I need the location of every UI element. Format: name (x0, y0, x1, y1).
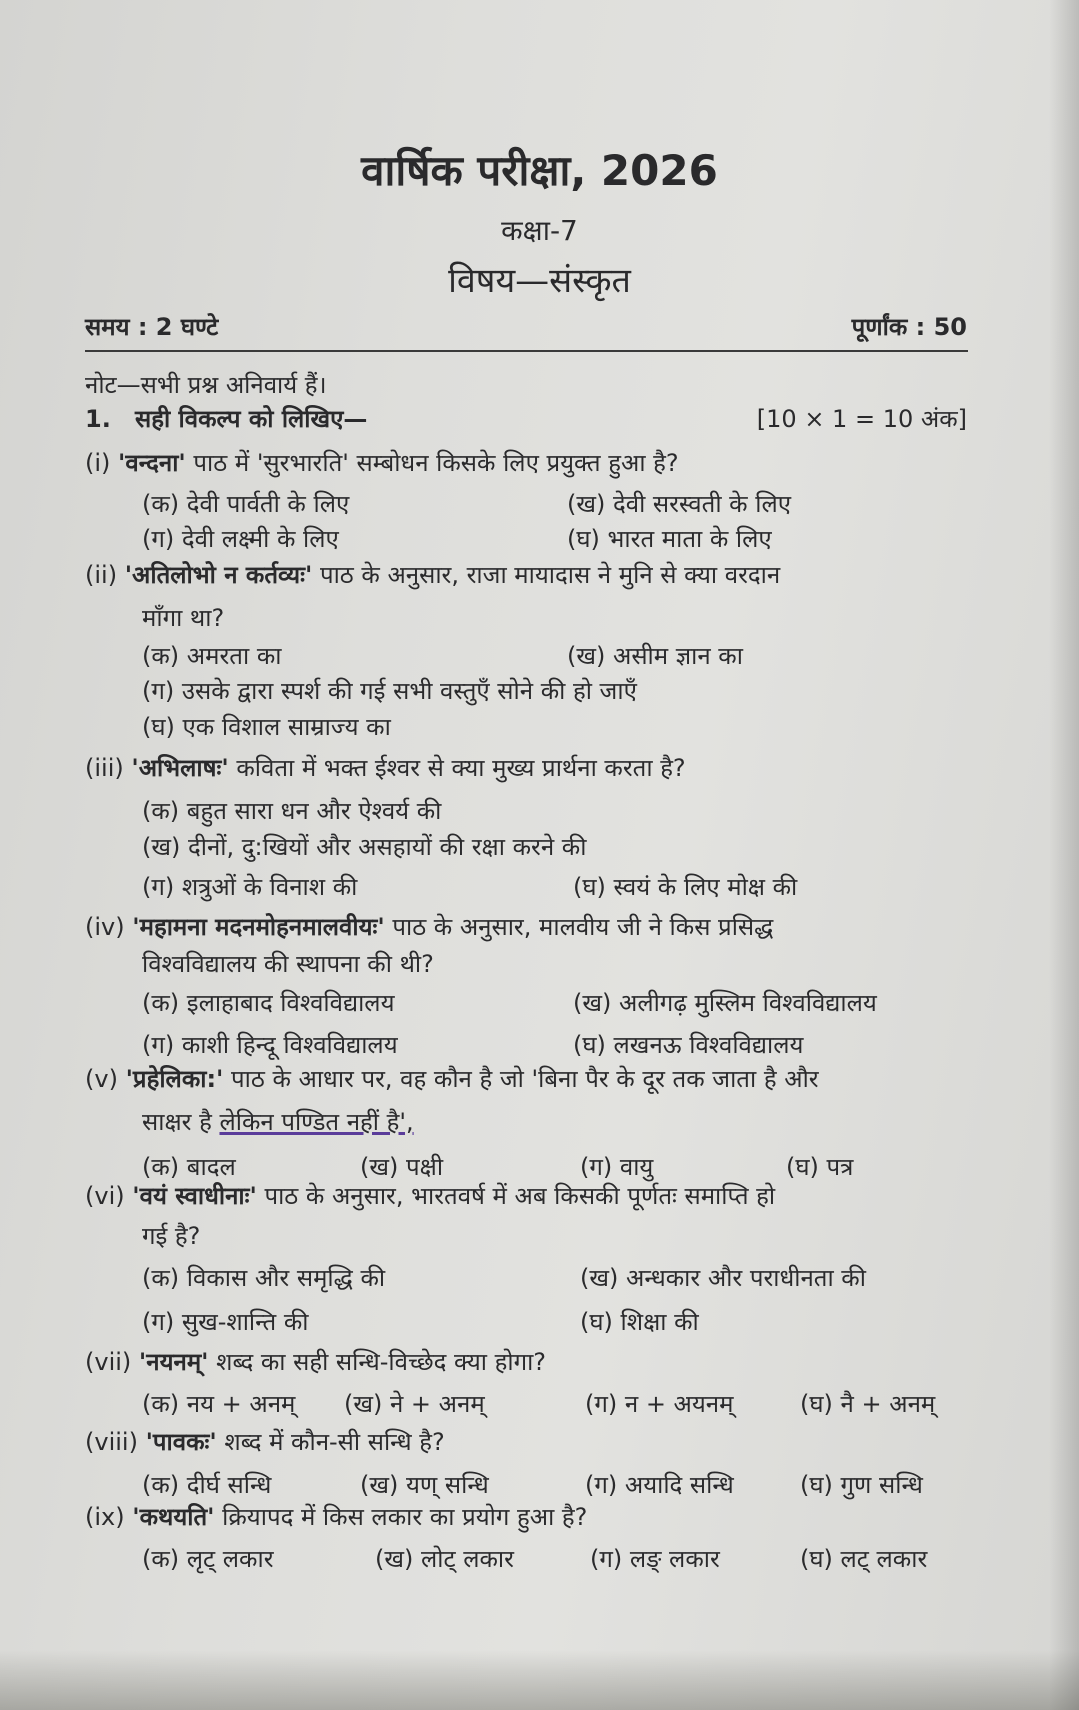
question-9: (ix) 'कथयति' क्रियापद में किस लकार का प्रयोग हुआ है? (85, 1503, 588, 1531)
option: (घ) भारत माता के लिए (567, 525, 772, 553)
paper-edge-shadow (1049, 0, 1079, 1710)
option: (ख) पक्षी (360, 1153, 444, 1181)
option: (घ) गुण सन्धि (800, 1471, 923, 1499)
option: (क) दीर्घ सन्धि (142, 1471, 272, 1499)
option: (घ) स्वयं के लिए मोक्ष की (573, 873, 798, 901)
paper-bottom-shadow (0, 1650, 1079, 1710)
question-8: (viii) 'पावकः' शब्द में कौन-सी सन्धि है? (85, 1428, 445, 1456)
option: (क) विकास और समृद्धि की (142, 1264, 386, 1292)
subject-label: विषय—संस्कृत (448, 261, 631, 301)
section-number: 1. (85, 405, 111, 433)
header-divider (85, 350, 968, 352)
option: (घ) पत्र (786, 1153, 854, 1181)
pen-underline: लेकिन पण्डित नहीं है', (219, 1108, 414, 1136)
option: (घ) एक विशाल साम्राज्य का (142, 713, 391, 741)
question-4-cont: विश्वविद्यालय की स्थापना की थी? (142, 950, 434, 978)
note: नोट—सभी प्रश्न अनिवार्य हैं। (85, 371, 327, 399)
time-label: समय : 2 घण्टे (85, 313, 219, 341)
option: (क) देवी पार्वती के लिए (142, 490, 350, 518)
class-label: कक्षा-7 (501, 214, 578, 247)
option: (ख) यण् सन्धि (360, 1471, 489, 1499)
option: (ख) दीनों, दु:खियों और असहायों की रक्षा करने की (142, 833, 587, 861)
question-7: (vii) 'नयनम्' शब्द का सही सन्धि-विच्छेद क्या होगा? (85, 1348, 547, 1376)
option: (ग) शत्रुओं के विनाश की (142, 873, 358, 901)
option: (ख) देवी सरस्वती के लिए (567, 490, 791, 518)
question-6-cont: गई है? (142, 1222, 201, 1250)
option: (क) बादल (142, 1153, 236, 1181)
question-2-cont: माँगा था? (142, 604, 225, 632)
option: (घ) लखनऊ विश्वविद्यालय (573, 1031, 804, 1059)
option: (ग) काशी हिन्दू विश्वविद्यालय (142, 1031, 398, 1059)
max-marks-label: पूर्णांक : 50 (851, 313, 967, 341)
option: (ख) अलीगढ़ मुस्लिम विश्वविद्यालय (573, 989, 877, 1017)
section-marks: [10 × 1 = 10 अंक] (756, 405, 967, 433)
question-2: (ii) 'अतिलोभो न कर्तव्यः' पाठ के अनुसार, राजा मायादास ने मुनि से क्या वरदान (85, 561, 781, 589)
option: (क) बहुत सारा धन और ऐश्वर्य की (142, 797, 442, 825)
option: (ग) देवी लक्ष्मी के लिए (142, 525, 339, 553)
option: (ग) उसके द्वारा स्पर्श की गई सभी वस्तुएँ सोने की हो जाएँ (142, 677, 637, 705)
option: (ग) न + अयनम् (585, 1390, 734, 1418)
question-1: (i) 'वन्दना' पाठ में 'सुरभारति' सम्बोधन किसके लिए प्रयुक्त हुआ है? (85, 449, 679, 477)
option: (ख) लोट् लकार (375, 1545, 514, 1573)
question-4: (iv) 'महामना मदनमोहनमालवीयः' पाठ के अनुसार, मालवीय जी ने किस प्रसिद्ध (85, 913, 774, 941)
option: (घ) नै + अनम् (800, 1390, 936, 1418)
option: (क) नय + अनम् (142, 1390, 296, 1418)
question-3: (iii) 'अभिलाषः' कविता में भक्त ईश्वर से क्या मुख्य प्रार्थना करता है? (85, 754, 686, 782)
option: (क) इलाहाबाद विश्वविद्यालय (142, 989, 395, 1017)
question-6: (vi) 'वयं स्वाधीनाः' पाठ के अनुसार, भारतवर्ष में अब किसकी पूर्णतः समाप्ति हो (85, 1182, 776, 1210)
option: (ग) सुख-शान्ति की (142, 1308, 309, 1336)
option: (ग) अयादि सन्धि (585, 1471, 734, 1499)
question-5-cont: साक्षर है लेकिन पण्डित नहीं है', (142, 1108, 414, 1136)
option: (ख) अन्धकार और पराधीनता की (580, 1264, 866, 1292)
exam-title: वार्षिक परीक्षा, 2026 (361, 146, 718, 195)
option: (ग) वायु (580, 1153, 654, 1181)
section-instruction: सही विकल्प को लिखिए— (135, 405, 368, 433)
option: (घ) शिक्षा की (580, 1308, 699, 1336)
option: (ख) ने + अनम् (344, 1390, 485, 1418)
option: (ख) असीम ज्ञान का (567, 642, 743, 670)
option: (घ) लट् लकार (800, 1545, 928, 1573)
question-5: (v) 'प्रहेलिका:' पाठ के आधार पर, वह कौन है जो 'बिना पैर के दूर तक जाता है और (85, 1065, 819, 1093)
option: (ग) लङ् लकार (590, 1545, 720, 1573)
option: (क) अमरता का (142, 642, 282, 670)
option: (क) लृट् लकार (142, 1545, 274, 1573)
